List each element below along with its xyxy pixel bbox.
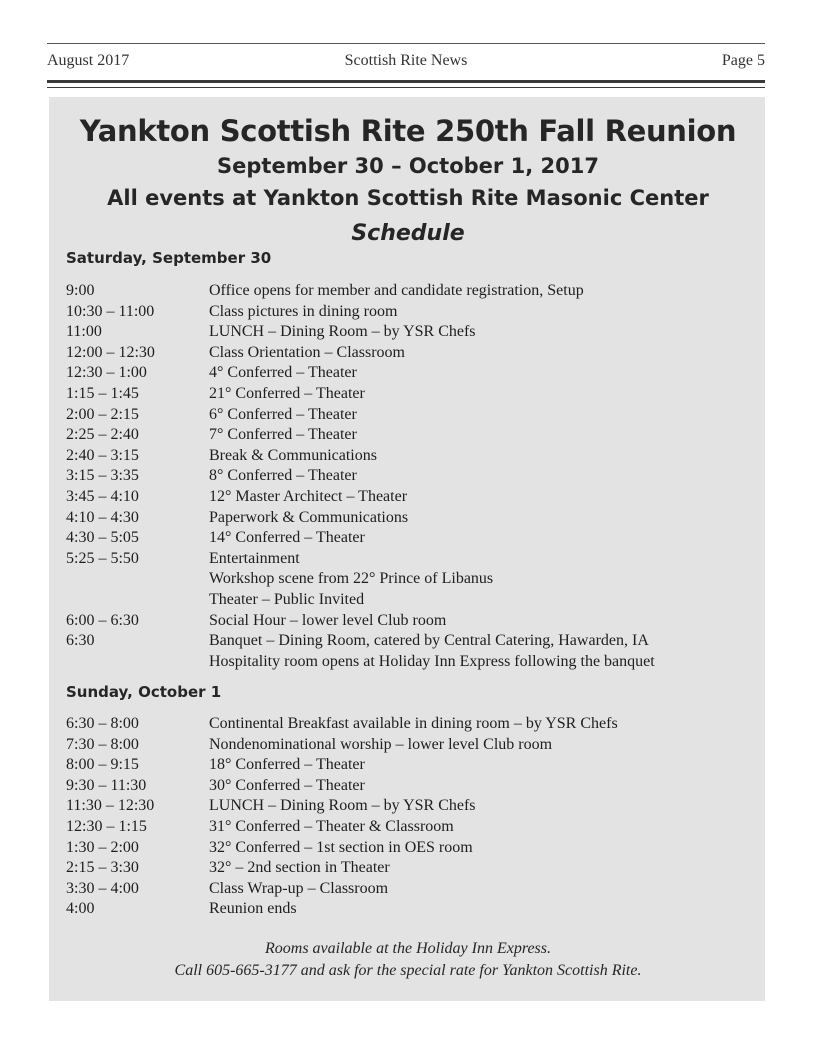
event-description: Banquet – Dining Room, catered by Central Catering, Hawarden, IA — [209, 632, 649, 650]
event-description: Social Hour – lower level Club room — [209, 611, 447, 629]
event-time: 11:30 – 12:30 — [66, 797, 155, 815]
event-time: 9:00 — [66, 282, 95, 299]
event-time: 7:30 – 8:00 — [66, 735, 139, 753]
event-description: 31° Conferred – Theater & Classroom — [209, 817, 454, 835]
event-description: Workshop scene from 22° Prince of Libanus — [209, 570, 494, 588]
header-rule-thick — [47, 80, 765, 83]
event-time: 6:30 — [66, 632, 95, 650]
event-description: 32° – 2nd section in Theater — [209, 859, 390, 877]
event-time: 3:45 – 4:10 — [66, 487, 139, 505]
schedule-row — [66, 838, 756, 859]
event-description: 18° Conferred – Theater — [209, 756, 365, 774]
schedule-row — [66, 466, 756, 487]
schedule-row — [66, 528, 756, 549]
schedule-row — [66, 611, 756, 632]
day-heading-saturday: Saturday, September 30 — [66, 249, 272, 267]
event-time: 2:15 – 3:30 — [66, 859, 139, 877]
schedule-list-sunday — [66, 714, 756, 920]
event-time: 4:00 — [66, 900, 95, 918]
event-time: 12:00 – 12:30 — [66, 343, 155, 361]
schedule-row — [66, 343, 756, 364]
schedule-row — [66, 776, 756, 797]
event-description: 7° Conferred – Theater — [209, 426, 357, 444]
schedule-row — [66, 281, 756, 302]
hotel-note: Rooms available at the Holiday Inn Express. — [264, 940, 552, 957]
reunion-dates: September 30 – October 1, 2017 — [217, 154, 599, 178]
schedule-row — [66, 755, 756, 776]
schedule-row — [66, 714, 756, 735]
event-time: 1:30 – 2:00 — [66, 838, 139, 856]
event-time: 2:25 – 2:40 — [66, 426, 139, 444]
event-time — [66, 590, 209, 611]
event-time: 4:10 – 4:30 — [66, 508, 139, 526]
reunion-location: All events at Yankton Scottish Rite Masonic Center — [107, 186, 709, 210]
hotel-phone-note: Call 605-665-3177 and ask for the special rate for Yankton Scottish Rite. — [174, 962, 642, 979]
event-time: 5:25 – 5:50 — [66, 549, 139, 567]
schedule-row — [66, 549, 756, 570]
event-description: Theater – Public Invited — [209, 590, 365, 608]
event-time: 3:15 – 3:35 — [66, 467, 139, 485]
event-description: 21° Conferred – Theater — [209, 384, 365, 402]
schedule-row — [66, 858, 756, 879]
event-description: LUNCH – Dining Room – by YSR Chefs — [209, 323, 476, 341]
schedule-row — [66, 446, 756, 467]
event-time: 9:30 – 11:30 — [66, 776, 147, 794]
event-description: 8° Conferred – Theater — [209, 467, 357, 485]
page-number: Page 5 — [721, 52, 765, 69]
event-time: 8:00 – 9:15 — [66, 756, 139, 774]
schedule-row — [66, 302, 756, 323]
event-time: 4:30 – 5:05 — [66, 529, 139, 547]
event-description: Continental Breakfast available in dining room – by YSR Chefs — [209, 715, 618, 732]
event-description: LUNCH – Dining Room – by YSR Chefs — [209, 797, 476, 815]
header-top-rule — [47, 43, 765, 44]
event-description: 6° Conferred – Theater — [209, 405, 357, 423]
event-description: Class Wrap-up – Classroom — [209, 879, 389, 897]
schedule-row — [66, 879, 756, 900]
schedule-row — [66, 899, 756, 920]
schedule-row — [66, 363, 756, 384]
schedule-row — [66, 735, 756, 756]
publication-name: Scottish Rite News — [344, 52, 468, 69]
event-time: 2:00 – 2:15 — [66, 405, 139, 423]
event-time: 1:15 – 1:45 — [66, 384, 139, 402]
event-time: 3:30 – 4:00 — [66, 879, 139, 897]
event-description: Hospitality room opens at Holiday Inn Express following the banquet — [209, 652, 655, 670]
event-time: 12:30 – 1:15 — [66, 817, 147, 835]
event-description: Entertainment — [209, 549, 300, 567]
event-description: 12° Master Architect – Theater — [209, 487, 408, 505]
schedule-row — [66, 652, 756, 673]
schedule-row — [66, 569, 756, 590]
event-time: 6:00 – 6:30 — [66, 611, 139, 629]
schedule-row — [66, 631, 756, 652]
event-time: 12:30 – 1:00 — [66, 364, 147, 382]
schedule-row — [66, 590, 756, 611]
event-description: Reunion ends — [209, 900, 297, 918]
event-time: 6:30 – 8:00 — [66, 715, 139, 732]
header-rule-thin — [47, 87, 765, 88]
event-description: Class pictures in dining room — [209, 302, 398, 320]
schedule-row — [66, 384, 756, 405]
event-time — [66, 652, 209, 673]
schedule-row — [66, 405, 756, 426]
schedule-row — [66, 508, 756, 529]
day-heading-sunday: Sunday, October 1 — [66, 683, 222, 701]
schedule-row — [66, 322, 756, 343]
reunion-title: Yankton Scottish Rite 250th Fall Reunion — [79, 114, 737, 148]
event-description: Nondenominational worship – lower level Club room — [209, 735, 553, 753]
event-time: 10:30 – 11:00 — [66, 302, 155, 320]
page-header — [47, 52, 765, 72]
schedule-heading: Schedule — [351, 221, 465, 246]
event-description: 32° Conferred – 1st section in OES room — [209, 838, 473, 856]
schedule-row — [66, 796, 756, 817]
schedule-row — [66, 425, 756, 446]
event-description: 14° Conferred – Theater — [209, 529, 365, 547]
event-description: Office opens for member and candidate registration, Setup — [209, 282, 584, 299]
schedule-row — [66, 817, 756, 838]
event-time — [66, 569, 209, 590]
schedule-row — [66, 487, 756, 508]
issue-date: August 2017 — [47, 52, 130, 69]
event-time: 11:00 — [66, 323, 102, 341]
event-description: 30° Conferred – Theater — [209, 776, 365, 794]
event-description: Paperwork & Communications — [209, 508, 409, 526]
event-description: 4° Conferred – Theater — [209, 364, 357, 382]
event-description: Break & Communications — [209, 446, 377, 464]
event-description: Class Orientation – Classroom — [209, 343, 405, 361]
schedule-list-saturday — [66, 281, 756, 672]
event-time: 2:40 – 3:15 — [66, 446, 139, 464]
